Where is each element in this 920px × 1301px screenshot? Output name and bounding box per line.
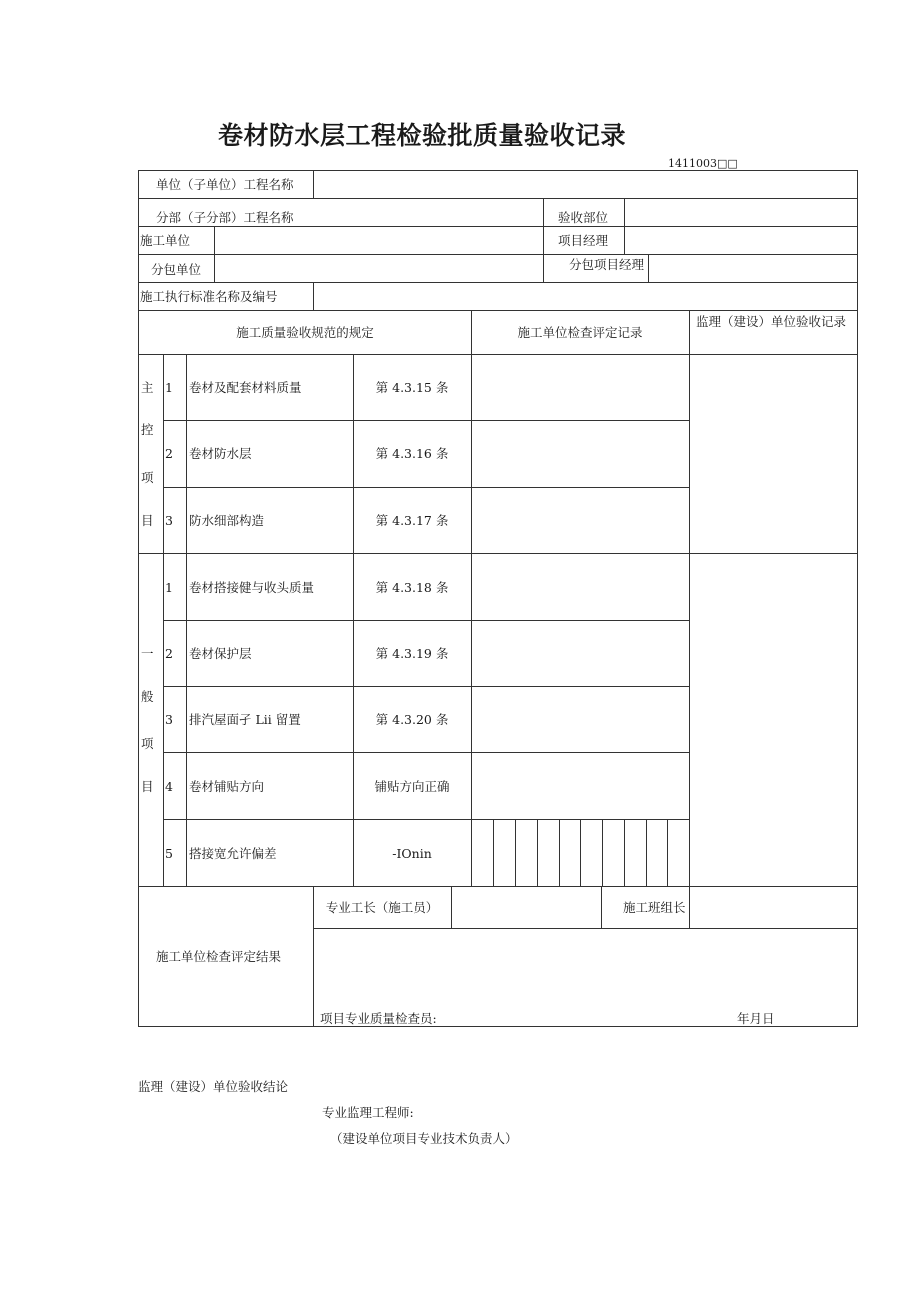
measure-cell-line — [667, 819, 668, 886]
measure-cell-line — [580, 819, 581, 886]
standard-name-label: 施工执行标准名称及编号 — [140, 289, 278, 304]
col-line — [186, 354, 187, 886]
supervision-engineer-label: 专业监理工程师: — [322, 1105, 414, 1120]
row-line — [138, 254, 858, 255]
supervision-column-header: 监理（建设）单位验收记录 — [696, 314, 847, 329]
row-line — [313, 928, 858, 929]
project-manager-label: 项目经理 — [558, 233, 609, 248]
item-number: 1 — [165, 580, 173, 595]
row-line — [138, 553, 858, 554]
spec-column-header: 施工质量验收规范的规定 — [236, 325, 374, 340]
col-line — [353, 354, 354, 886]
item-clause: 第 4.3.16 条 — [375, 446, 449, 461]
item-name: 卷材及配套材料质量 — [189, 380, 302, 395]
item-number: 2 — [165, 646, 173, 661]
col-line — [543, 198, 544, 282]
item-clause: 第 4.3.20 条 — [375, 712, 449, 727]
row-line — [138, 354, 858, 355]
row-line — [163, 819, 689, 820]
main-control-label-char: 控 — [141, 422, 154, 437]
item-name: 卷材铺贴方向 — [189, 779, 265, 794]
col-line — [689, 310, 690, 928]
col-line — [451, 886, 452, 928]
item-name: 卷材搭接健与收头质量 — [189, 580, 315, 595]
main-control-label-char: 目 — [141, 513, 154, 528]
item-name: 防水细部构造 — [189, 513, 265, 528]
inspector-label: 项目专业质量检查员: — [320, 1011, 437, 1026]
form-code: 1411003□□ — [668, 157, 738, 170]
item-number: 2 — [165, 446, 173, 461]
foreman-label: 专业工长（施工员） — [325, 900, 439, 915]
general-label-char: 一 — [141, 646, 154, 661]
measure-cell-line — [559, 819, 560, 886]
col-line — [313, 170, 314, 198]
item-name: 排汽屋面孑 Lii 留置 — [189, 712, 301, 727]
general-label-char: 项 — [141, 736, 154, 751]
item-clause: 第 4.3.18 条 — [375, 580, 449, 595]
col-line — [313, 282, 314, 310]
owner-representative-label: （建设单位项目专业技术负责人） — [330, 1131, 518, 1146]
row-line — [138, 226, 858, 227]
row-line — [138, 282, 858, 283]
check-column-header: 施工单位检查评定记录 — [517, 325, 643, 340]
item-number: 4 — [165, 779, 173, 794]
general-label-char: 目 — [141, 779, 154, 794]
item-number: 3 — [165, 712, 173, 727]
main-control-label-char: 主 — [141, 380, 154, 395]
unit-project-name-label: 单位（子单位）工程名称 — [156, 177, 294, 192]
conclusion-label: 监理（建设）单位验收结论 — [138, 1079, 289, 1094]
row-line — [163, 420, 689, 421]
col-line — [648, 254, 649, 282]
general-label-char: 般 — [141, 689, 154, 704]
measure-cell-line — [624, 819, 625, 886]
page-title: 卷材防水层工程检验批质量验收记录 — [218, 121, 627, 150]
item-clause: 铺贴方向正确 — [374, 779, 450, 794]
col-line — [601, 886, 602, 928]
subcontract-unit-label: 分包单位 — [151, 262, 202, 277]
item-number: 3 — [165, 513, 173, 528]
acceptance-part-label: 验收部位 — [558, 210, 609, 225]
row-line — [138, 198, 858, 199]
item-clause: -IOnin — [392, 846, 432, 861]
row-line — [163, 752, 689, 753]
measure-cell-line — [493, 819, 494, 886]
table-right-border — [857, 170, 858, 1027]
item-number: 5 — [165, 846, 173, 861]
result-label: 施工单位检查评定结果 — [156, 949, 282, 964]
row-line — [163, 620, 689, 621]
main-control-label-char: 项 — [141, 470, 154, 485]
measure-cell-line — [515, 819, 516, 886]
item-name: 搭接宽允许偏差 — [189, 846, 277, 861]
date-label: 年月日 — [737, 1011, 775, 1026]
col-line — [624, 198, 625, 254]
row-line — [163, 487, 689, 488]
col-line — [313, 886, 314, 1026]
row-line — [163, 686, 689, 687]
item-name: 卷材保护层 — [189, 646, 252, 661]
item-number: 1 — [165, 380, 173, 395]
item-clause: 第 4.3.19 条 — [375, 646, 449, 661]
team-leader-label: 施工班组长 — [623, 900, 686, 915]
item-clause: 第 4.3.15 条 — [375, 380, 449, 395]
division-project-name-label: 分部（子分部）工程名称 — [156, 210, 294, 225]
construction-unit-label: 施工单位 — [140, 233, 191, 248]
measure-cell-line — [602, 819, 603, 886]
table-top-border — [138, 170, 858, 171]
item-clause: 第 4.3.17 条 — [375, 513, 449, 528]
col-line — [471, 310, 472, 886]
row-line — [138, 310, 858, 311]
table-left-border — [138, 170, 139, 1027]
subcontract-manager-label: 分包项目经理 — [569, 257, 645, 272]
measure-cell-line — [646, 819, 647, 886]
col-line — [163, 354, 164, 886]
col-line — [214, 226, 215, 282]
row-line — [138, 886, 858, 887]
item-name: 卷材防水层 — [189, 446, 252, 461]
measure-cell-line — [537, 819, 538, 886]
